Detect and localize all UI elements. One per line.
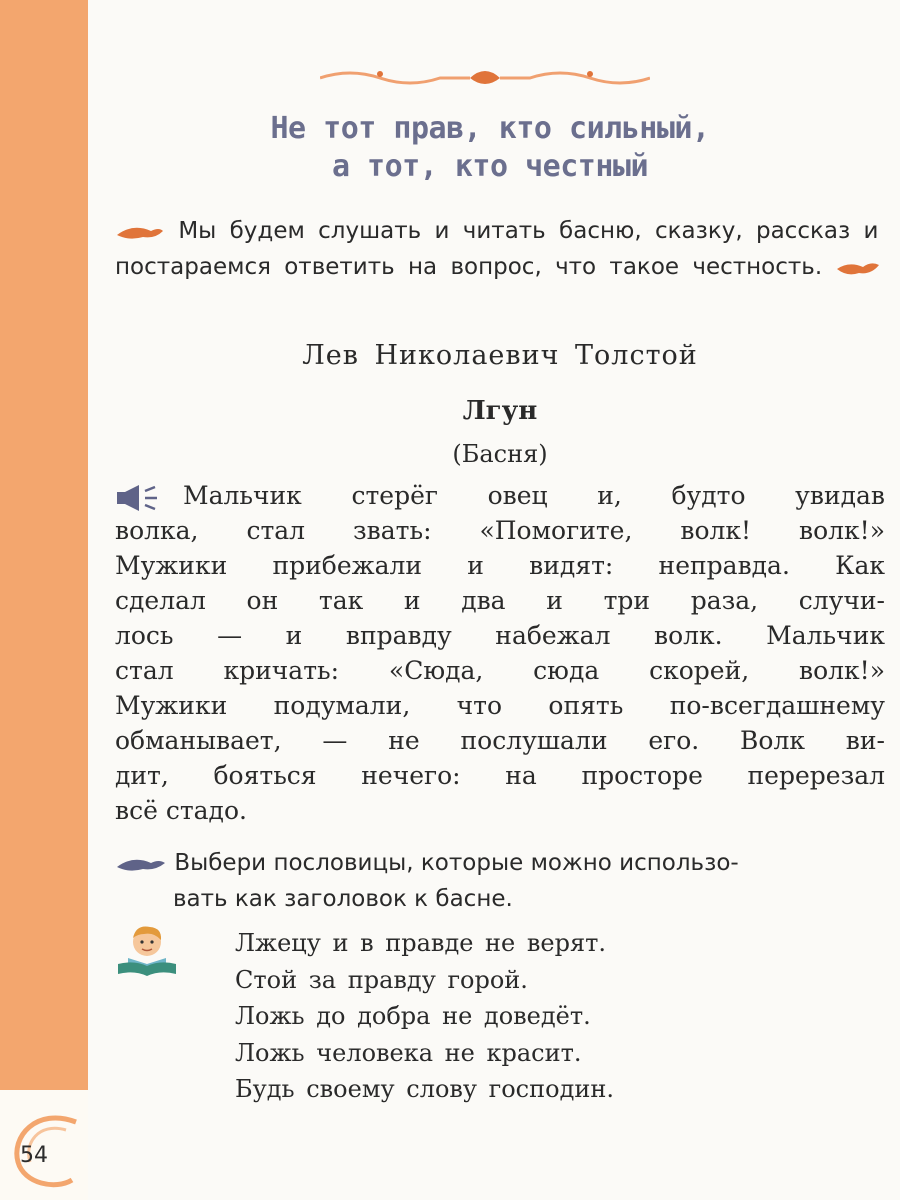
proverb-item: Ложь человека не красит. bbox=[235, 1038, 582, 1067]
story-line: сделал он так и два и три раза, случи- bbox=[115, 586, 885, 615]
story-line: Мужики подумали, что опять по-всегдашнему bbox=[115, 691, 885, 720]
page-number: 54 bbox=[20, 1143, 48, 1168]
feather-icon bbox=[115, 855, 167, 873]
story-text bbox=[115, 478, 885, 828]
story-line: лось — и вправду набежал волк. Мальчик bbox=[115, 621, 885, 650]
story-genre: (Басня) bbox=[452, 440, 548, 468]
page-margin-strip bbox=[0, 0, 88, 1200]
proverb-list bbox=[235, 925, 614, 1108]
proverb-item: Стой за правду горой. bbox=[235, 965, 528, 994]
proverb-item: Лжецу и в правде не верят. bbox=[235, 929, 606, 957]
story-line: Мужики прибежали и видят: неправда. Как bbox=[115, 551, 885, 580]
speaker-icon bbox=[115, 483, 165, 513]
story-line: всё стадо. bbox=[115, 796, 247, 825]
story-line-text: Мальчик стерёг овец и, будто увидав bbox=[183, 481, 885, 510]
reading-boy-icon bbox=[114, 922, 180, 978]
task-line-2: вать как заголовок к басне. bbox=[173, 886, 513, 912]
task-instruction bbox=[115, 845, 895, 917]
story-author: Лев Николаевич Толстой bbox=[302, 340, 698, 371]
story-line: стал кричать: «Сюда, сюда скорей, волк!» bbox=[115, 656, 885, 685]
story-line: волка, стал звать: «Помогите, волк! волк!» bbox=[115, 516, 885, 545]
proverb-item: Будь своему слову господин. bbox=[235, 1075, 614, 1103]
story-line: обманывает, — не послушали его. Волк ви- bbox=[115, 726, 885, 755]
proverb-item: Ложь до добра не доведёт. bbox=[235, 1002, 591, 1030]
story-line bbox=[115, 478, 885, 513]
intro-text: Мы будем слушать и читать басню, сказку, рассказ и постараемся ответить на вопрос, что такое честность. bbox=[115, 218, 879, 280]
story-line: дит, бояться нечего: на просторе перерезал bbox=[115, 761, 885, 790]
page-title-line-1: Не тот прав, кто сильный, bbox=[270, 111, 710, 146]
task-line-1: Выбери пословицы, которые можно использо- bbox=[174, 850, 739, 876]
ornament-icon bbox=[320, 64, 650, 90]
story-title: Лгун bbox=[462, 396, 538, 426]
page-title-line-2: а тот, кто честный bbox=[331, 149, 649, 184]
leaf-icon bbox=[115, 223, 165, 241]
leaf-icon bbox=[835, 259, 881, 277]
intro-paragraph bbox=[115, 213, 895, 285]
